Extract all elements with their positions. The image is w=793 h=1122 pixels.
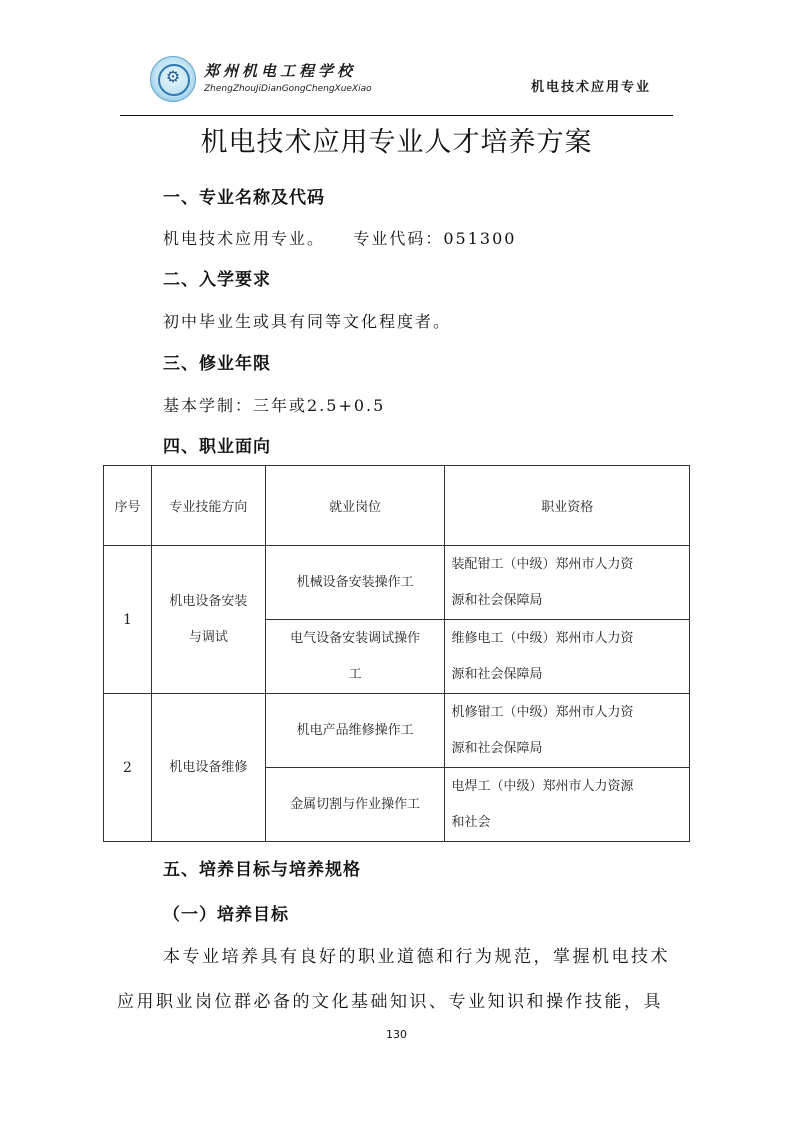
col-header-no: 序号 (104, 466, 152, 546)
section-1-text: 机电技术应用专业。 专业代码：051300 (163, 229, 517, 248)
col-header-qualification: 职业资格 (445, 466, 690, 546)
school-name-cn: 郑州机电工程学校 (204, 62, 357, 80)
section-3-heading: 三、修业年限 (163, 354, 271, 374)
job-position: 机电产品维修操作工 (265, 694, 445, 768)
paragraph-line-1: 本专业培养具有良好的职业道德和行为规范，掌握机电技术 (163, 947, 670, 967)
skill-direction: 机电设备安装 与调试 (151, 546, 265, 694)
section-5-heading: 五、培养目标与培养规格 (163, 860, 361, 880)
row-no: 1 (104, 546, 152, 694)
header-divider (120, 115, 673, 116)
page-number: 130 (386, 1028, 407, 1041)
qualification: 机修钳工（中级）郑州市人力资 源和社会保障局 (445, 694, 690, 768)
career-table (103, 465, 690, 842)
row-no: 2 (104, 694, 152, 842)
paragraph-line-2: 应用职业岗位群必备的文化基础知识、专业知识和操作技能，具 (117, 992, 663, 1012)
job-position: 电气设备安装调试操作 工 (265, 620, 445, 694)
job-position: 机械设备安装操作工 (265, 546, 445, 620)
section-4-heading: 四、职业面向 (163, 437, 271, 457)
job-position: 金属切割与作业操作工 (265, 768, 445, 842)
header-major: 机电技术应用专业 (530, 80, 651, 95)
page-header (120, 48, 673, 116)
col-header-direction: 专业技能方向 (151, 466, 265, 546)
school-logo: ⚙ (150, 56, 196, 102)
qualification: 电焊工（中级）郑州市人力资源 和社会 (445, 768, 690, 842)
skill-direction: 机电设备维修 (151, 694, 265, 842)
col-header-job: 就业岗位 (265, 466, 445, 546)
page-title: 机电技术应用专业人才培养方案 (200, 127, 593, 158)
table-row (104, 546, 690, 620)
table-row (104, 694, 690, 768)
qualification: 装配钳工（中级）郑州市人力资 源和社会保障局 (445, 546, 690, 620)
section-2-heading: 二、入学要求 (163, 270, 271, 290)
section-3-text: 基本学制：三年或2.5+0.5 (163, 396, 386, 415)
section-2-text: 初中毕业生或具有同等文化程度者。 (163, 312, 452, 331)
school-name-en: ZhengZhouJiDianGongChengXueXiao (204, 84, 372, 94)
table-header-row (104, 466, 690, 546)
qualification: 维修电工（中级）郑州市人力资 源和社会保障局 (445, 620, 690, 694)
section-1-heading: 一、专业名称及代码 (163, 188, 325, 208)
section-5-subheading: （一）培养目标 (163, 905, 289, 925)
